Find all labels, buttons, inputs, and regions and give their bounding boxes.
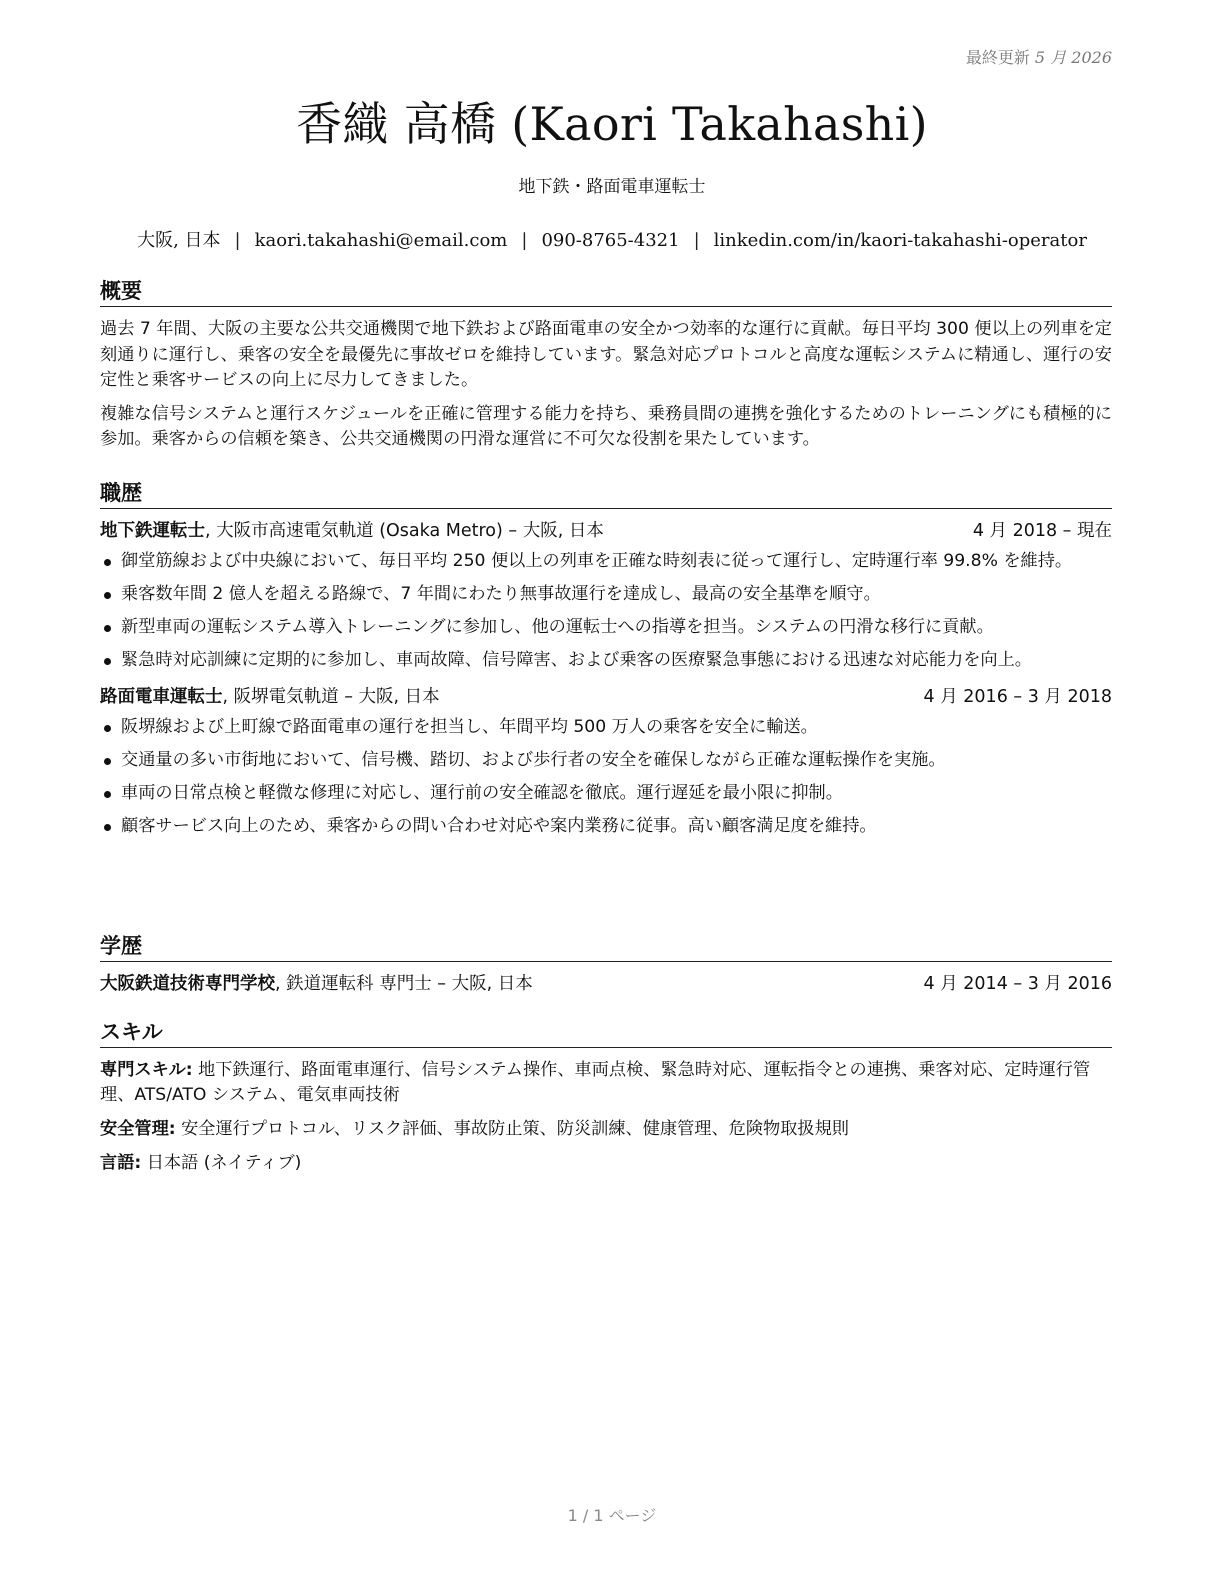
section-heading-education: 学歴 — [100, 933, 1112, 962]
job-title: 地下鉄・路面電車運転士 — [518, 177, 706, 197]
education-title-line — [100, 972, 533, 996]
last-updated-date: 5 月 2026 — [1034, 48, 1112, 67]
list-item: 交通量の多い市街地において、信号機、踏切、および歩行者の安全を確保しながら正確な運転操作を実施。 — [100, 748, 1112, 773]
skills-section — [100, 1019, 1112, 1185]
list-item: 車両の日常点検と軽微な修理に対応し、運行前の安全確認を徹底。運行遅延を最小限に抑制。 — [100, 781, 1112, 806]
job-bullets — [100, 715, 1112, 839]
section-heading-summary: 概要 — [100, 278, 1112, 307]
skill-line — [100, 1117, 1112, 1142]
school-name: 大阪鉄道技術専門学校 — [100, 974, 275, 994]
skill-label: 言語: — [100, 1153, 142, 1173]
list-item: 顧客サービス向上のため、乗客からの問い合わせ対応や案内業務に従事。高い顧客満足度を維持。 — [100, 814, 1112, 839]
contact-separator: | — [521, 230, 528, 251]
page-indicator: 1 / 1 ページ — [567, 1506, 657, 1525]
list-item: 阪堺線および上町線で路面電車の運行を担当し、年間平均 500 万人の乗客を安全に輸送。 — [100, 715, 1112, 740]
list-item: 緊急時対応訓練に定期的に参加し、車両故障、信号障害、および乗客の医療緊急事態における迅速な対応能力を向上。 — [100, 648, 1112, 673]
job-title-line — [100, 519, 604, 543]
job-org: , 大阪市高速電気軌道 (Osaka Metro) – 大阪, 日本 — [205, 521, 604, 541]
skill-value: 地下鉄運行、路面電車運行、信号システム操作、車両点検、緊急時対応、運転指令との連携、乗客対応、定時運行管理、ATS/ATO システム、電気車両技術 — [100, 1060, 1091, 1105]
job-role: 路面電車運転士 — [100, 687, 223, 707]
skill-line — [100, 1151, 1112, 1176]
skill-line — [100, 1058, 1112, 1108]
job-dates: 4 月 2018 – 現在 — [972, 521, 1112, 541]
contact-line — [0, 226, 1224, 252]
list-item: 新型車両の運転システム導入トレーニングに参加し、他の運転士への指導を担当。システムの円滑な移行に貢献。 — [100, 615, 1112, 640]
job-org: , 阪堺電気軌道 – 大阪, 日本 — [222, 687, 440, 707]
contact-location: 大阪, 日本 — [137, 230, 221, 251]
job-title-line — [100, 685, 440, 709]
list-item: 乗客数年間 2 億人を超える路線で、7 年間にわたり無事故運行を達成し、最高の安全基準を順守。 — [100, 582, 1112, 607]
candidate-name: 香織 高橋 (Kaori Takahashi) — [296, 97, 928, 151]
job-dates: 4 月 2016 – 3 月 2018 — [923, 687, 1112, 707]
skill-value: 日本語 (ネイティブ) — [141, 1153, 302, 1173]
summary-paragraph: 過去 7 年間、大阪の主要な公共交通機関で地下鉄および路面電車の安全かつ効率的な運行に貢献。毎日平均 300 便以上の列車を定刻通りに運行し、乗客の安全を最優先に事故ゼロを維持しています。緊急対応プロトコルと高度な運転システムに精通し、運行の安定性と乗客サービスの向上に尽力してきました。 — [100, 319, 1112, 390]
contact-separator: | — [234, 230, 241, 251]
skill-label: 安全管理: — [100, 1119, 176, 1139]
education-entry — [100, 972, 1112, 996]
last-updated-label: 最終更新 — [965, 48, 1030, 67]
summary-paragraph: 複雑な信号システムと運行スケジュールを正確に管理する能力を持ち、乗務員間の連携を強化するためのトレーニングにも積極的に参加。乗客からの信頼を築き、公共交通機関の円滑な運営に不可欠な役割を果たしています。 — [100, 403, 1112, 449]
education-section — [100, 933, 1112, 1002]
contact-email-link[interactable]: kaori.takahashi@email.com — [254, 230, 508, 251]
experience-section — [100, 480, 1112, 851]
education-dates: 4 月 2014 – 3 月 2016 — [923, 974, 1112, 994]
skill-label: 専門スキル: — [100, 1060, 193, 1080]
list-item: 御堂筋線および中央線において、毎日平均 250 便以上の列車を正確な時刻表に従って運行し、定時運行率 99.8% を維持。 — [100, 549, 1112, 574]
last-updated — [966, 45, 1112, 68]
job-bullets — [100, 549, 1112, 673]
contact-separator: | — [693, 230, 700, 251]
skill-value: 安全運行プロトコル、リスク評価、事故防止策、防災訓練、健康管理、危険物取扱規則 — [175, 1119, 849, 1139]
section-heading-skills: スキル — [100, 1019, 1112, 1048]
job-role: 地下鉄運転士 — [100, 521, 205, 541]
summary-section — [100, 278, 1112, 461]
job-header — [100, 519, 1112, 543]
contact-phone: 090-8765-4321 — [541, 230, 680, 251]
education-detail: , 鉄道運転科 専門士 – 大阪, 日本 — [275, 974, 533, 994]
section-heading-experience: 職歴 — [100, 480, 1112, 509]
contact-linkedin-link[interactable]: linkedin.com/in/kaori-takahashi-operator — [713, 230, 1087, 251]
job-header — [100, 685, 1112, 709]
